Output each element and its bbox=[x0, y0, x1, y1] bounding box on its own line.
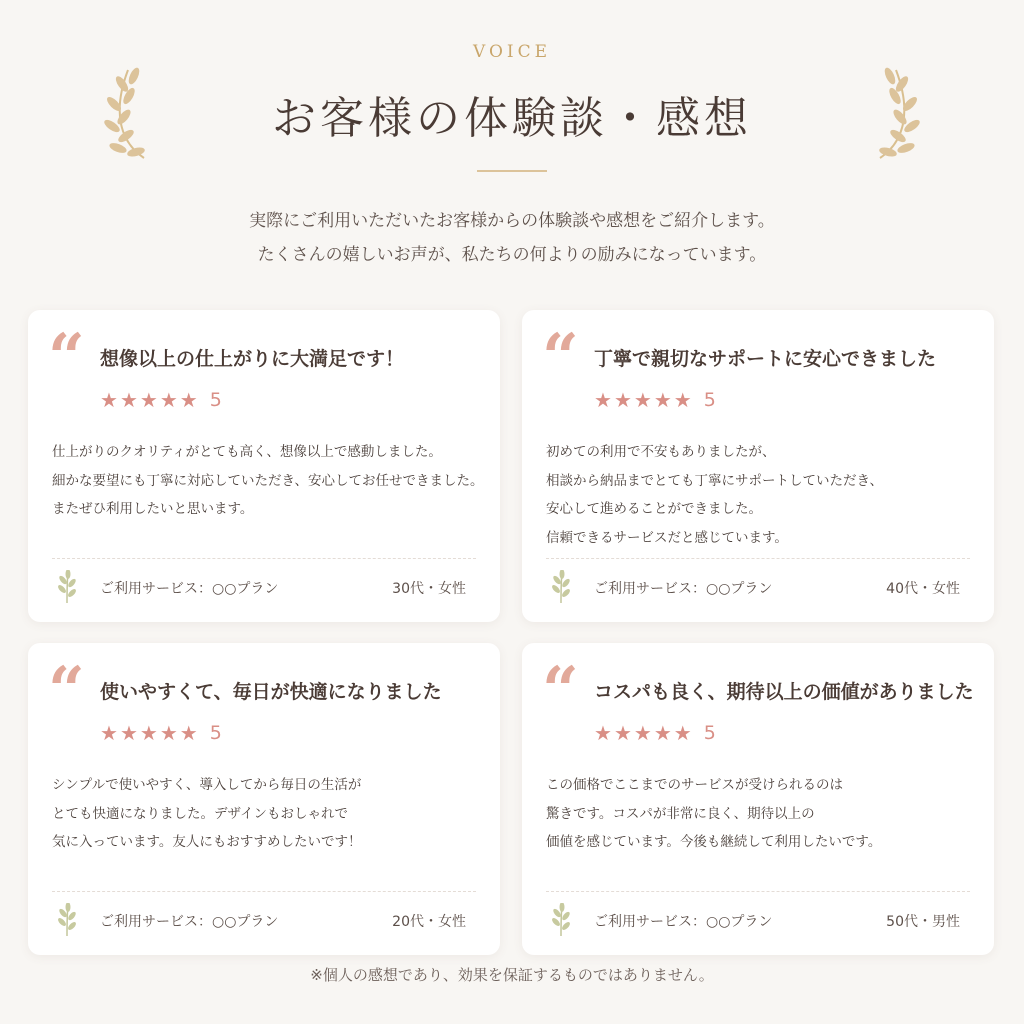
intro-line: たくさんの嬉しいお声が、私たちの何よりの励みになっています。 bbox=[257, 245, 767, 265]
quote-icon: “ bbox=[48, 320, 85, 395]
testimonial-body bbox=[52, 771, 492, 857]
testimonial-body bbox=[52, 438, 492, 524]
disclaimer-note: ※個人の感想であり、効果を保証するものではありません。 bbox=[310, 966, 714, 984]
star-icon: ★ bbox=[139, 721, 158, 745]
star-rating bbox=[100, 388, 222, 412]
body-line: この価格でここまでのサービスが受けられるのは bbox=[546, 777, 843, 793]
testimonial-title: コスパも良く、期待以上の価値がありました bbox=[594, 681, 974, 703]
customer-demographic: 20代・女性 bbox=[392, 914, 466, 930]
testimonial-body bbox=[546, 438, 986, 552]
rating-value: 5 bbox=[703, 722, 716, 744]
leaf-sprig-icon bbox=[550, 570, 572, 604]
page-title: お客様の体験談・感想 bbox=[272, 93, 752, 144]
star-icon: ★ bbox=[179, 388, 198, 412]
service-label: ご利用サービス：○○プラン bbox=[594, 914, 773, 930]
body-line: 驚きです。コスパが非常に良く、期待以上の bbox=[546, 805, 815, 822]
intro-line: 実際にご利用いただいたお客様からの体験談や感想をご紹介します。 bbox=[249, 211, 775, 231]
customer-demographic: 50代・男性 bbox=[886, 914, 960, 930]
leaf-sprig-icon bbox=[56, 903, 78, 937]
body-line: 仕上がりのクオリティがとても高く、想像以上で感動しました。 bbox=[52, 444, 442, 460]
testimonial-body bbox=[546, 771, 986, 857]
star-icon: ★ bbox=[594, 721, 612, 745]
quote-icon: “ bbox=[542, 320, 579, 395]
title-divider bbox=[477, 170, 547, 172]
testimonial-card bbox=[28, 310, 500, 622]
quote-icon: “ bbox=[542, 653, 579, 728]
testimonial-title: 想像以上の仕上がりに大満足です！ bbox=[100, 348, 405, 370]
body-line: 信頼できるサービスだと感じています。 bbox=[546, 529, 788, 546]
body-line: シンプルで使いやすく、導入してから毎日の生活が bbox=[52, 777, 362, 793]
service-label: ご利用サービス：○○プラン bbox=[100, 914, 279, 930]
star-icon: ★ bbox=[594, 388, 612, 412]
star-icon: ★ bbox=[100, 388, 118, 412]
star-icon: ★ bbox=[100, 721, 118, 745]
body-line: 気に入っています。友人にもおすすめしたいです！ bbox=[52, 834, 362, 850]
card-divider bbox=[52, 558, 476, 559]
quote-icon: “ bbox=[48, 653, 85, 728]
body-line: またぜひ利用したいと思います。 bbox=[52, 501, 254, 517]
star-icon: ★ bbox=[119, 721, 138, 745]
rating-value: 5 bbox=[703, 389, 716, 411]
body-line: 安心して進めることができました。 bbox=[546, 501, 762, 517]
star-icon: ★ bbox=[673, 388, 692, 412]
star-icon: ★ bbox=[653, 721, 672, 745]
customer-demographic: 40代・女性 bbox=[886, 581, 960, 597]
star-icon: ★ bbox=[633, 721, 652, 745]
body-line: 初めての利用で不安もありましたが、 bbox=[546, 444, 776, 460]
testimonial-card bbox=[522, 643, 994, 955]
star-rating bbox=[594, 388, 716, 412]
rating-value: 5 bbox=[209, 389, 222, 411]
testimonial-card bbox=[28, 643, 500, 955]
star-icon: ★ bbox=[613, 388, 632, 412]
star-icon: ★ bbox=[159, 388, 178, 412]
star-icon: ★ bbox=[119, 388, 138, 412]
leaf-sprig-icon bbox=[550, 903, 572, 937]
star-icon: ★ bbox=[139, 388, 158, 412]
customer-demographic: 30代・女性 bbox=[392, 581, 466, 597]
intro-text bbox=[0, 204, 1024, 272]
service-label: ご利用サービス：○○プラン bbox=[100, 581, 279, 597]
service-label: ご利用サービス：○○プラン bbox=[594, 581, 773, 597]
testimonial-card bbox=[522, 310, 994, 622]
star-icon: ★ bbox=[673, 721, 692, 745]
body-line: とても快適になりました。デザインもおしゃれで bbox=[52, 805, 349, 822]
star-icon: ★ bbox=[179, 721, 198, 745]
section-eyebrow: VOICE bbox=[472, 42, 552, 62]
testimonial-title: 使いやすくて、毎日が快適になりました bbox=[100, 681, 442, 703]
star-icon: ★ bbox=[159, 721, 178, 745]
body-line: 相談から納品までとても丁寧にサポートしていただき、 bbox=[546, 472, 883, 489]
star-icon: ★ bbox=[653, 388, 672, 412]
card-divider bbox=[52, 891, 476, 892]
card-divider bbox=[546, 558, 970, 559]
rating-value: 5 bbox=[209, 722, 222, 744]
star-icon: ★ bbox=[633, 388, 652, 412]
body-line: 価値を感じています。今後も継続して利用したいです。 bbox=[546, 834, 882, 850]
card-divider bbox=[546, 891, 970, 892]
star-rating bbox=[594, 721, 716, 745]
leaf-sprig-icon bbox=[56, 570, 78, 604]
star-icon: ★ bbox=[613, 721, 632, 745]
testimonial-title: 丁寧で親切なサポートに安心できました bbox=[594, 348, 937, 370]
star-rating bbox=[100, 721, 222, 745]
body-line: 細かな要望にも丁寧に対応していただき、安心してお任せできました。 bbox=[52, 472, 484, 489]
